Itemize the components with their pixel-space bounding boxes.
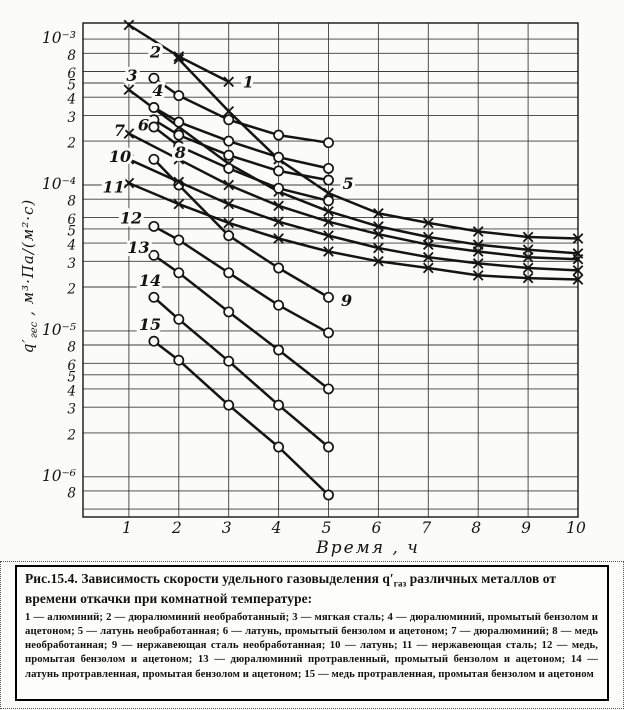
y-tick-label: 3: [67, 401, 76, 418]
curve-label-12: 12: [119, 208, 143, 228]
circle-marker: [274, 345, 283, 354]
circle-marker: [149, 155, 158, 164]
y-tick-label: 10⁻³: [41, 29, 76, 48]
curve-label-4: 4: [152, 81, 164, 101]
y-axis-tick-labels: [42, 29, 77, 501]
circle-marker: [324, 442, 333, 451]
circle-marker: [324, 293, 333, 302]
y-tick-label: 5: [67, 223, 76, 240]
circle-marker: [274, 301, 283, 310]
y-tick-label: 6: [67, 357, 76, 374]
circle-marker: [224, 401, 233, 410]
curve-line-11: [129, 183, 578, 279]
curve-1: [124, 20, 254, 91]
curve-label-15: 15: [138, 314, 162, 334]
y-tick-label: 6: [67, 211, 76, 228]
circle-marker: [274, 401, 283, 410]
circle-marker: [224, 268, 233, 277]
y-tick-label: 3: [67, 109, 76, 126]
x-tick-label: 9: [521, 519, 532, 537]
curve-14: [139, 271, 333, 452]
curve-label-2: 2: [149, 42, 162, 62]
circle-marker: [324, 196, 333, 205]
circle-marker: [224, 307, 233, 316]
circle-marker: [149, 293, 158, 302]
y-tick-label: 10⁻⁴: [41, 175, 76, 193]
circle-marker: [224, 357, 233, 366]
circle-marker: [274, 131, 283, 140]
circle-marker: [224, 231, 233, 240]
x-tick-label: 10: [566, 519, 586, 537]
curve-label-3: 3: [126, 65, 138, 85]
x-tick-label: 7: [421, 519, 432, 537]
circle-marker: [274, 184, 283, 193]
x-tick-label: 3: [221, 519, 232, 537]
circle-marker: [174, 268, 183, 277]
caption-box: [15, 565, 609, 701]
circle-marker: [174, 118, 183, 127]
y-tick-label: 8: [67, 47, 76, 64]
caption-legend: 1 — алюминий; 2 — дюралюминий необработанный; 3 — мягкая сталь; 4 — дюралюминий, промытый бензолом и ацетоном; 5 — латунь необработанная; 6 — латунь, промытый бензолом и ацетоном; 7 — дюралюминий; 8 — медь необработанная; 9 — нержавеющая сталь необработанная; 10 — латунь; 11 — нержавеющая сталь; 12 — медь, промытая бензолом и ацетоном; 13 — дюралюминий протравленный, промытый бензолом и ацетоном; 14 — латунь протравленная, промытая бензолом и ацетоном; 15 — медь протравленная, промытая бензолом и ацетоном: [25, 611, 598, 680]
curve-label-11: 11: [102, 177, 125, 197]
x-tick-label: 6: [371, 519, 382, 537]
curve-label-6: 6: [137, 115, 150, 135]
circle-marker: [174, 356, 183, 365]
circle-marker: [274, 153, 283, 162]
circle-marker: [324, 138, 333, 147]
curve-label-14: 14: [138, 270, 162, 290]
circle-marker: [224, 115, 233, 124]
circle-marker: [274, 442, 283, 451]
curve-label-5: 5: [342, 173, 354, 193]
circle-marker: [174, 315, 183, 324]
circle-marker: [224, 151, 233, 160]
caption-title-tail: различных металлов от времени откачки при комнатной температуре:: [25, 571, 557, 607]
curve-label-13: 13: [127, 238, 150, 257]
circle-marker: [149, 337, 158, 346]
circle-marker: [149, 222, 158, 231]
circle-marker: [149, 251, 158, 260]
y-axis-title: [19, 151, 41, 401]
x-tick-label: 8: [471, 519, 482, 537]
circle-marker: [324, 176, 333, 185]
circle-marker: [324, 164, 333, 173]
y-tick-label: 4: [67, 91, 76, 108]
curve-label-9: 9: [341, 291, 353, 311]
circle-marker: [224, 164, 233, 173]
circle-marker: [174, 131, 183, 140]
x-axis-title: Время , ч: [316, 538, 420, 558]
circle-marker: [274, 166, 283, 175]
y-tick-label: 2: [67, 281, 76, 298]
y-tick-label: 8: [67, 485, 76, 502]
curve-line-7: [129, 134, 578, 260]
y-axis-units: , м³·Па/(м²·с): [19, 198, 37, 322]
y-axis-subscript: гес: [29, 321, 40, 339]
figure-caption: [0, 561, 624, 709]
y-tick-label: 4: [67, 383, 76, 400]
curve-label-8: 8: [174, 142, 186, 162]
x-tick-label: 5: [321, 519, 332, 537]
y-tick-label: 8: [67, 193, 76, 210]
caption-title: [25, 570, 598, 609]
y-tick-label: 5: [67, 369, 76, 386]
circle-marker: [324, 384, 333, 393]
curve-label-10: 10: [108, 146, 132, 166]
curve-11: [103, 178, 583, 285]
caption-title-subscript: газ: [393, 578, 407, 589]
y-tick-label: 8: [67, 339, 76, 356]
y-tick-label: 3: [67, 255, 76, 272]
curve-label-1: 1: [242, 72, 254, 92]
y-tick-label: 5: [67, 77, 76, 94]
y-tick-label: 10⁻⁶: [41, 466, 76, 485]
circle-marker: [224, 137, 233, 146]
y-tick-label: 6: [67, 66, 76, 82]
circle-marker: [274, 263, 283, 272]
x-axis-tick-labels: [122, 519, 586, 537]
y-tick-label: 4: [67, 237, 76, 254]
curve-4: [124, 81, 583, 258]
circle-marker: [149, 122, 158, 131]
x-tick-label: 4: [271, 519, 282, 537]
circle-marker: [324, 490, 333, 499]
curve-2: [149, 43, 583, 244]
circle-marker: [174, 91, 183, 100]
circle-marker: [324, 328, 333, 337]
y-tick-label: 2: [67, 427, 76, 444]
circle-marker: [149, 103, 158, 112]
curve-label-7: 7: [113, 120, 126, 140]
x-tick-label: 1: [121, 519, 132, 537]
y-axis-quantity: q′: [19, 338, 37, 354]
x-tick-label: 2: [171, 519, 182, 537]
y-tick-label: 2: [67, 135, 76, 152]
y-tick-label: 10⁻⁵: [41, 320, 76, 339]
caption-title-text: Рис.15.4. Зависимость скорости удельного газовыделения q′: [25, 571, 394, 586]
circle-marker: [174, 235, 183, 244]
